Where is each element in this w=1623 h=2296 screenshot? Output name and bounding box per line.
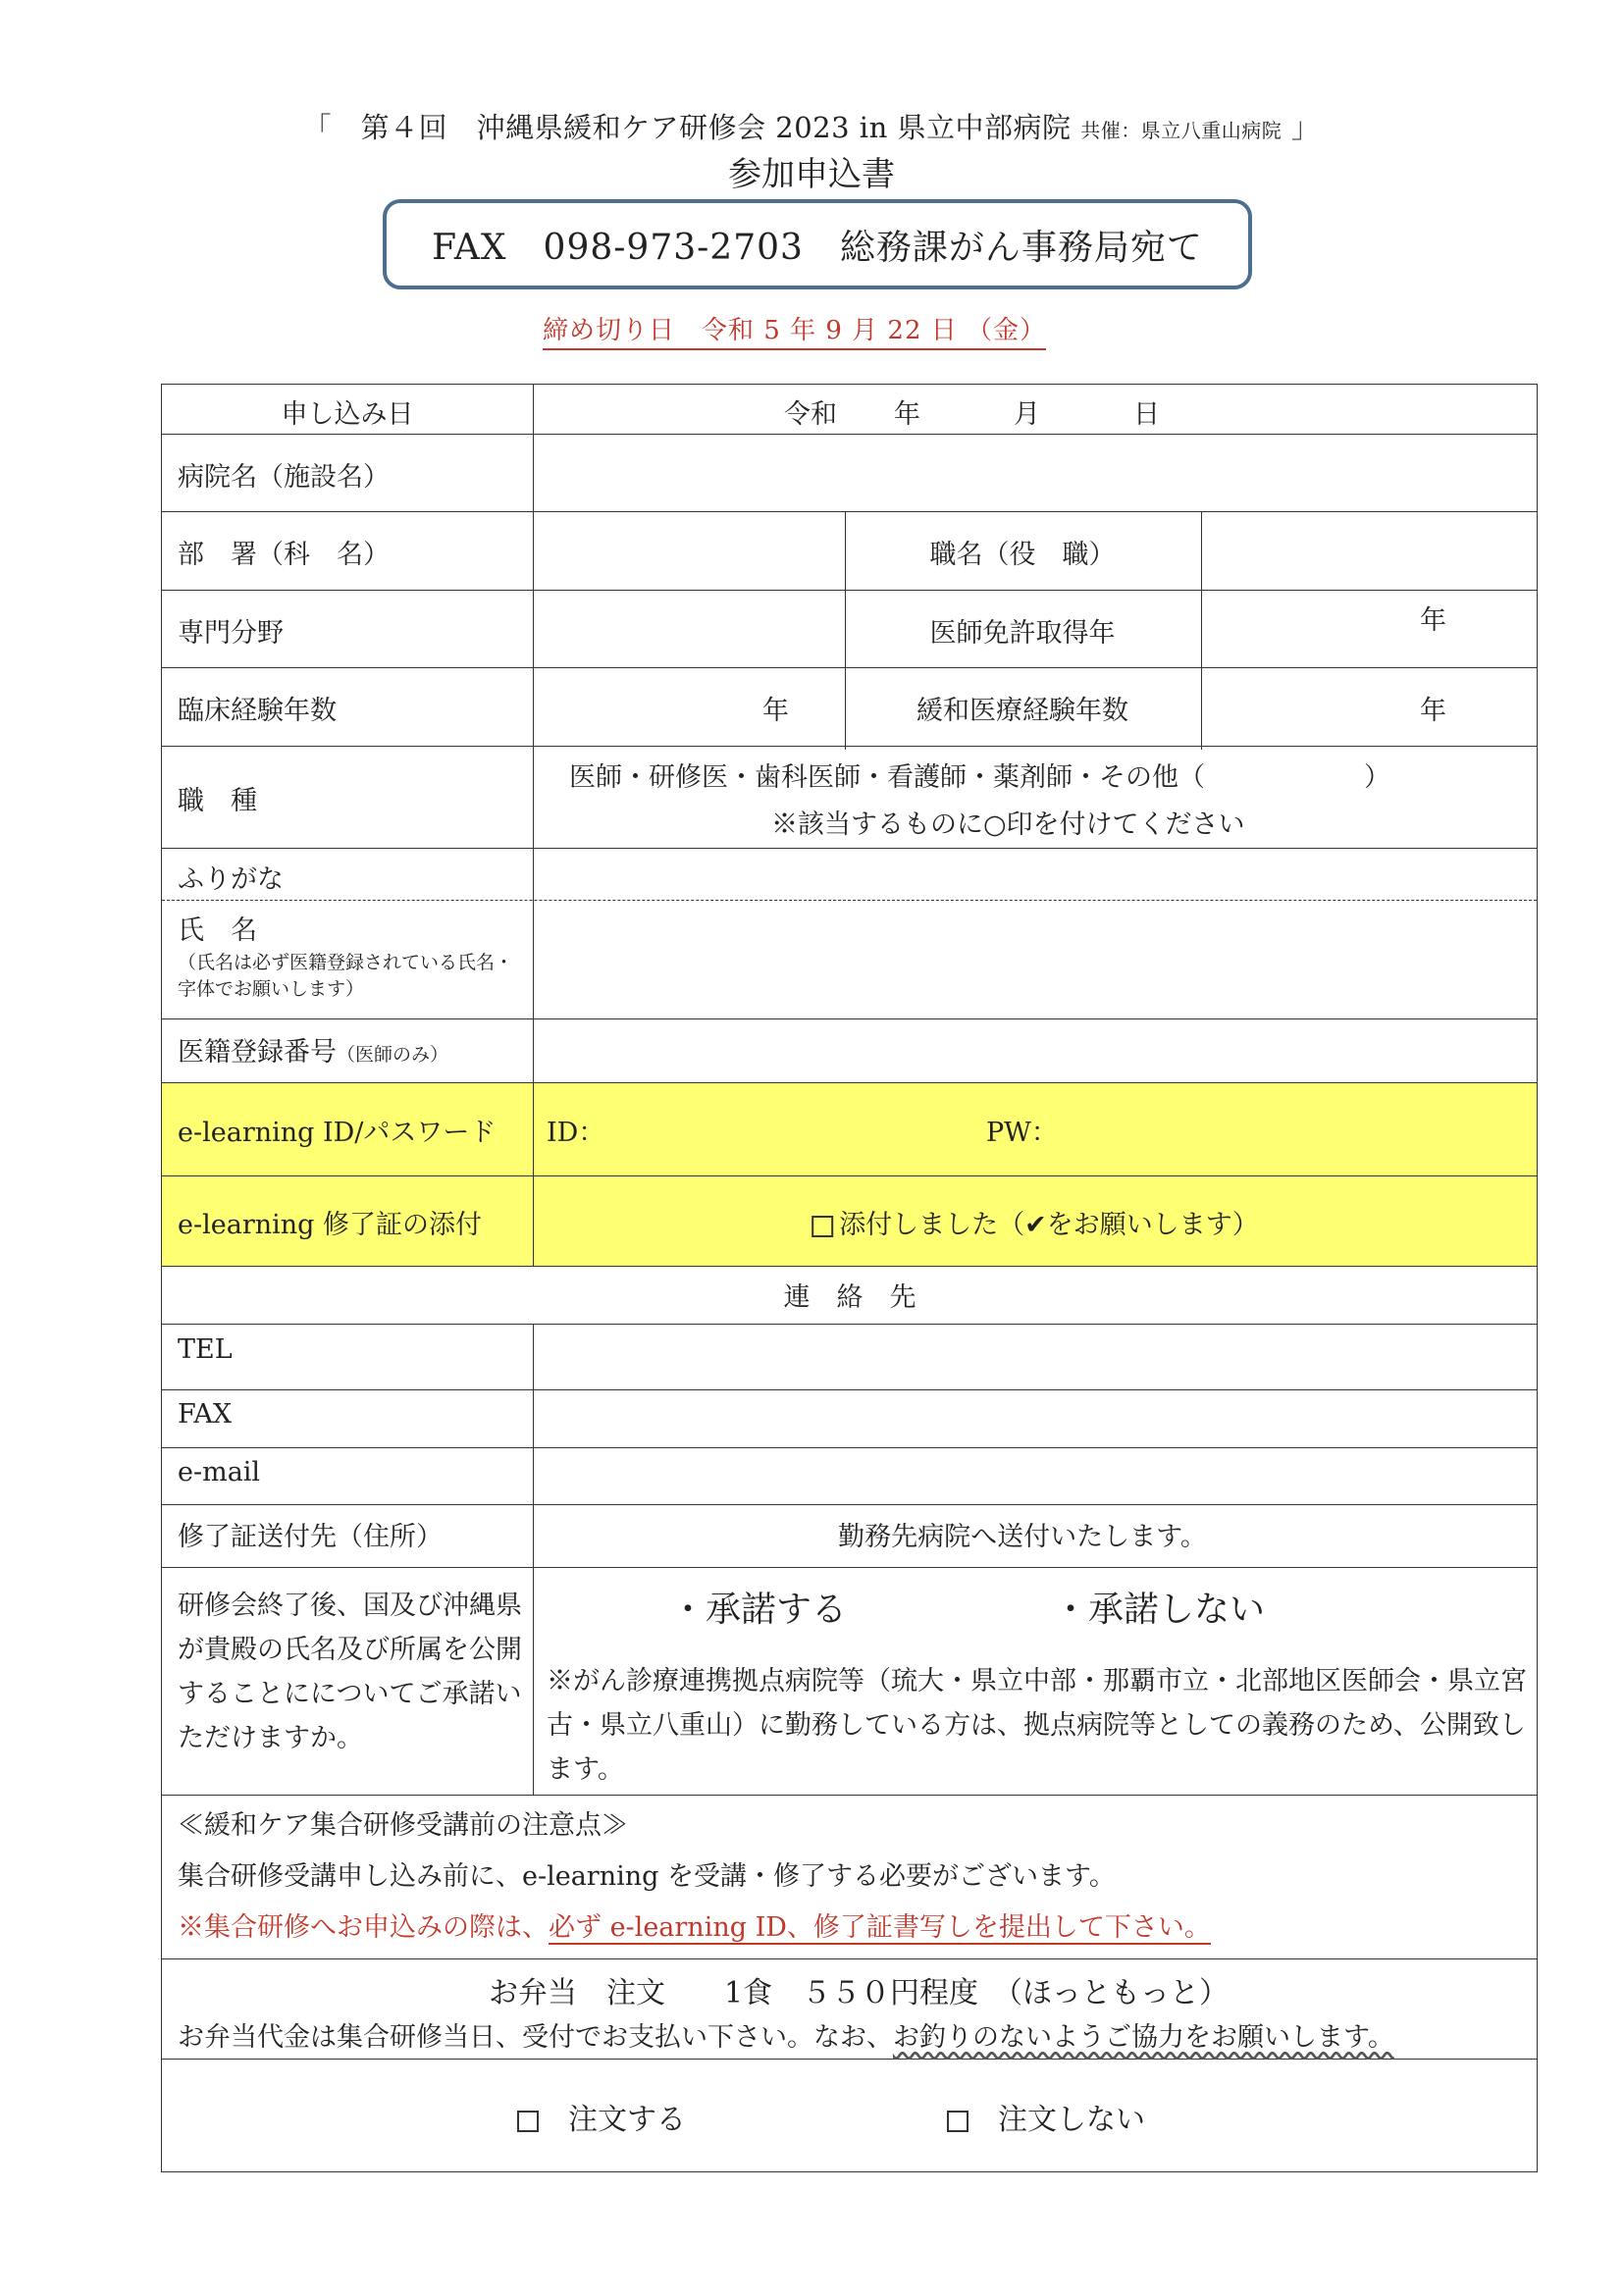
bento-payment-prefix: お弁当代金は集合研修当日、受付でお支払い下さい。なお、 (178, 2022, 893, 2053)
certificate-address-label: 修了証送付先（住所） (178, 1522, 443, 1552)
occupation-options: 医師・研修医・歯科医師・看護師・薬剤師・その他（ ） (569, 762, 1390, 793)
palliative-years-unit: 年 (1420, 696, 1446, 726)
row-divider (162, 1958, 1537, 1959)
position-label: 職名（役 職） (929, 540, 1116, 570)
row-divider (162, 1082, 1537, 1083)
row-divider (162, 511, 1537, 512)
registration-label-note: （医師のみ） (337, 1044, 449, 1066)
row-divider (162, 1018, 1537, 1019)
elearning-cert-checkbox-row (812, 1203, 1259, 1241)
consent-disagree-option[interactable]: ・承諾しない (1053, 1590, 1266, 1630)
bento-order-checkbox[interactable] (517, 2111, 539, 2132)
notice-warning-emphasis: 必ず e-learning ID、修了証書写しを提出して下さい。 (549, 1912, 1211, 1943)
department-label: 部 署（科 名） (178, 540, 390, 570)
hospital-name-label: 病院名（施設名） (178, 462, 390, 493)
day-label: 日 (1133, 399, 1160, 430)
bento-no-order-text: 注文しない (998, 2103, 1145, 2137)
consent-agree-option[interactable]: ・承諾する (670, 1590, 848, 1630)
elearning-cert-checkbox[interactable] (812, 1216, 833, 1237)
form-subtitle: 参加申込書 (728, 155, 895, 194)
name-label: 氏 名 (178, 915, 257, 946)
elearning-id-label: e-learning ID/パスワード (178, 1118, 497, 1148)
year-label: 年 (894, 399, 920, 430)
application-date-label: 申し込み日 (281, 399, 414, 430)
row-divider (162, 667, 1537, 668)
pw-label: PW： (986, 1118, 1058, 1148)
id-label: ID： (547, 1118, 605, 1148)
registration-label-text: 医籍登録番号 (178, 1037, 337, 1068)
column-divider (533, 385, 534, 1266)
row-divider (162, 1175, 1537, 1176)
consent-question: 研修会終了後、国及び沖縄県が貴殿の氏名及び所属を公開することにについてご承諾いただけますか。 (178, 1591, 522, 1753)
name-note: （氏名は必ず医籍登録されている氏名・字体でお願いします） (178, 952, 514, 1000)
deadline: 締め切り日 令和 5 年 9 月 22 日 （金） (543, 310, 1046, 350)
row-divider (162, 1447, 1537, 1448)
fax-line: FAX 098-973-2703 総務課がん事務局宛て (432, 227, 1203, 268)
row-divider (162, 434, 1537, 435)
specialty-label: 専門分野 (178, 618, 284, 649)
bento-no-order-option[interactable] (947, 2095, 1145, 2138)
notice-title: ≪緩和ケア集合研修受講前の注意点≫ (178, 1810, 628, 1841)
tel-label: TEL (178, 1334, 233, 1365)
column-divider (1201, 511, 1202, 750)
occupation-note: ※該当するものに○印を付けてください (771, 809, 1245, 840)
certificate-address-value: 勤務先病院へ送付いたします。 (838, 1522, 1207, 1552)
notice-warning-prefix: ※集合研修へお申込みの際は、 (178, 1912, 549, 1943)
elearning-cert-checkbox-text: 添付しました（✔をお願いします） (839, 1210, 1259, 1240)
row-divider (162, 1795, 1537, 1796)
bento-payment-emphasis: お釣りのないようご協力をお願いします。 (893, 2022, 1394, 2053)
bento-order-option[interactable] (517, 2095, 686, 2138)
column-divider (533, 1324, 534, 1795)
bento-order-text: 注文する (568, 2103, 686, 2137)
month-label: 月 (1014, 399, 1040, 430)
row-divider (162, 848, 1537, 849)
clinical-years-label: 臨床経験年数 (178, 696, 337, 726)
bento-order-line: お弁当 注文 1食 ５５０円程度 （ほっともっと） (488, 1976, 1230, 2010)
row-divider (162, 1504, 1537, 1505)
row-divider (162, 1389, 1537, 1390)
column-divider (845, 511, 846, 750)
row-divider (162, 590, 1537, 591)
elearning-cert-label: e-learning 修了証の添付 (178, 1210, 482, 1240)
palliative-years-label: 緩和医療経験年数 (916, 696, 1128, 726)
row-divider (162, 1324, 1537, 1325)
bento-payment (178, 2015, 1394, 2054)
row-divider-dashed (162, 900, 1537, 901)
application-form (161, 384, 1538, 2172)
clinical-years-unit: 年 (762, 696, 789, 726)
row-divider (162, 1266, 1537, 1267)
consent-note: ※がん診療連携拠点病院等（琉大・県立中部・那覇市立・北部地区医師会・県立宮古・県立八重山）に勤務している方は、拠点病院等としての義務のため、公開致します。 (547, 1666, 1527, 1785)
notice-warning (178, 1905, 1211, 1944)
occupation-label: 職 種 (178, 786, 257, 816)
title-close: 」 (1290, 111, 1321, 144)
form-title (0, 106, 1623, 146)
bento-no-order-checkbox[interactable] (947, 2111, 969, 2132)
era-label: 令和 (784, 399, 837, 430)
license-year-unit: 年 (1420, 605, 1446, 636)
row-divider (162, 2059, 1537, 2060)
fax-destination-box (383, 199, 1252, 289)
license-year-label: 医師免許取得年 (929, 618, 1116, 649)
row-divider (162, 1567, 1537, 1568)
cohost-note: 共催：県立八重山病院 (1080, 119, 1283, 142)
fax-label: FAX (178, 1399, 233, 1430)
contact-header: 連 絡 先 (783, 1282, 916, 1313)
title-main: 「 第４回 沖縄県緩和ケア研修会 2023 in 県立中部病院 (302, 111, 1072, 144)
registration-label (178, 1030, 448, 1069)
email-label: e-mail (178, 1457, 261, 1487)
furigana-label: ふりがな (178, 864, 284, 895)
row-divider (162, 746, 1537, 747)
notice-body: 集合研修受講申し込み前に、e-learning を受講・修了する必要がございます。 (178, 1861, 1116, 1892)
